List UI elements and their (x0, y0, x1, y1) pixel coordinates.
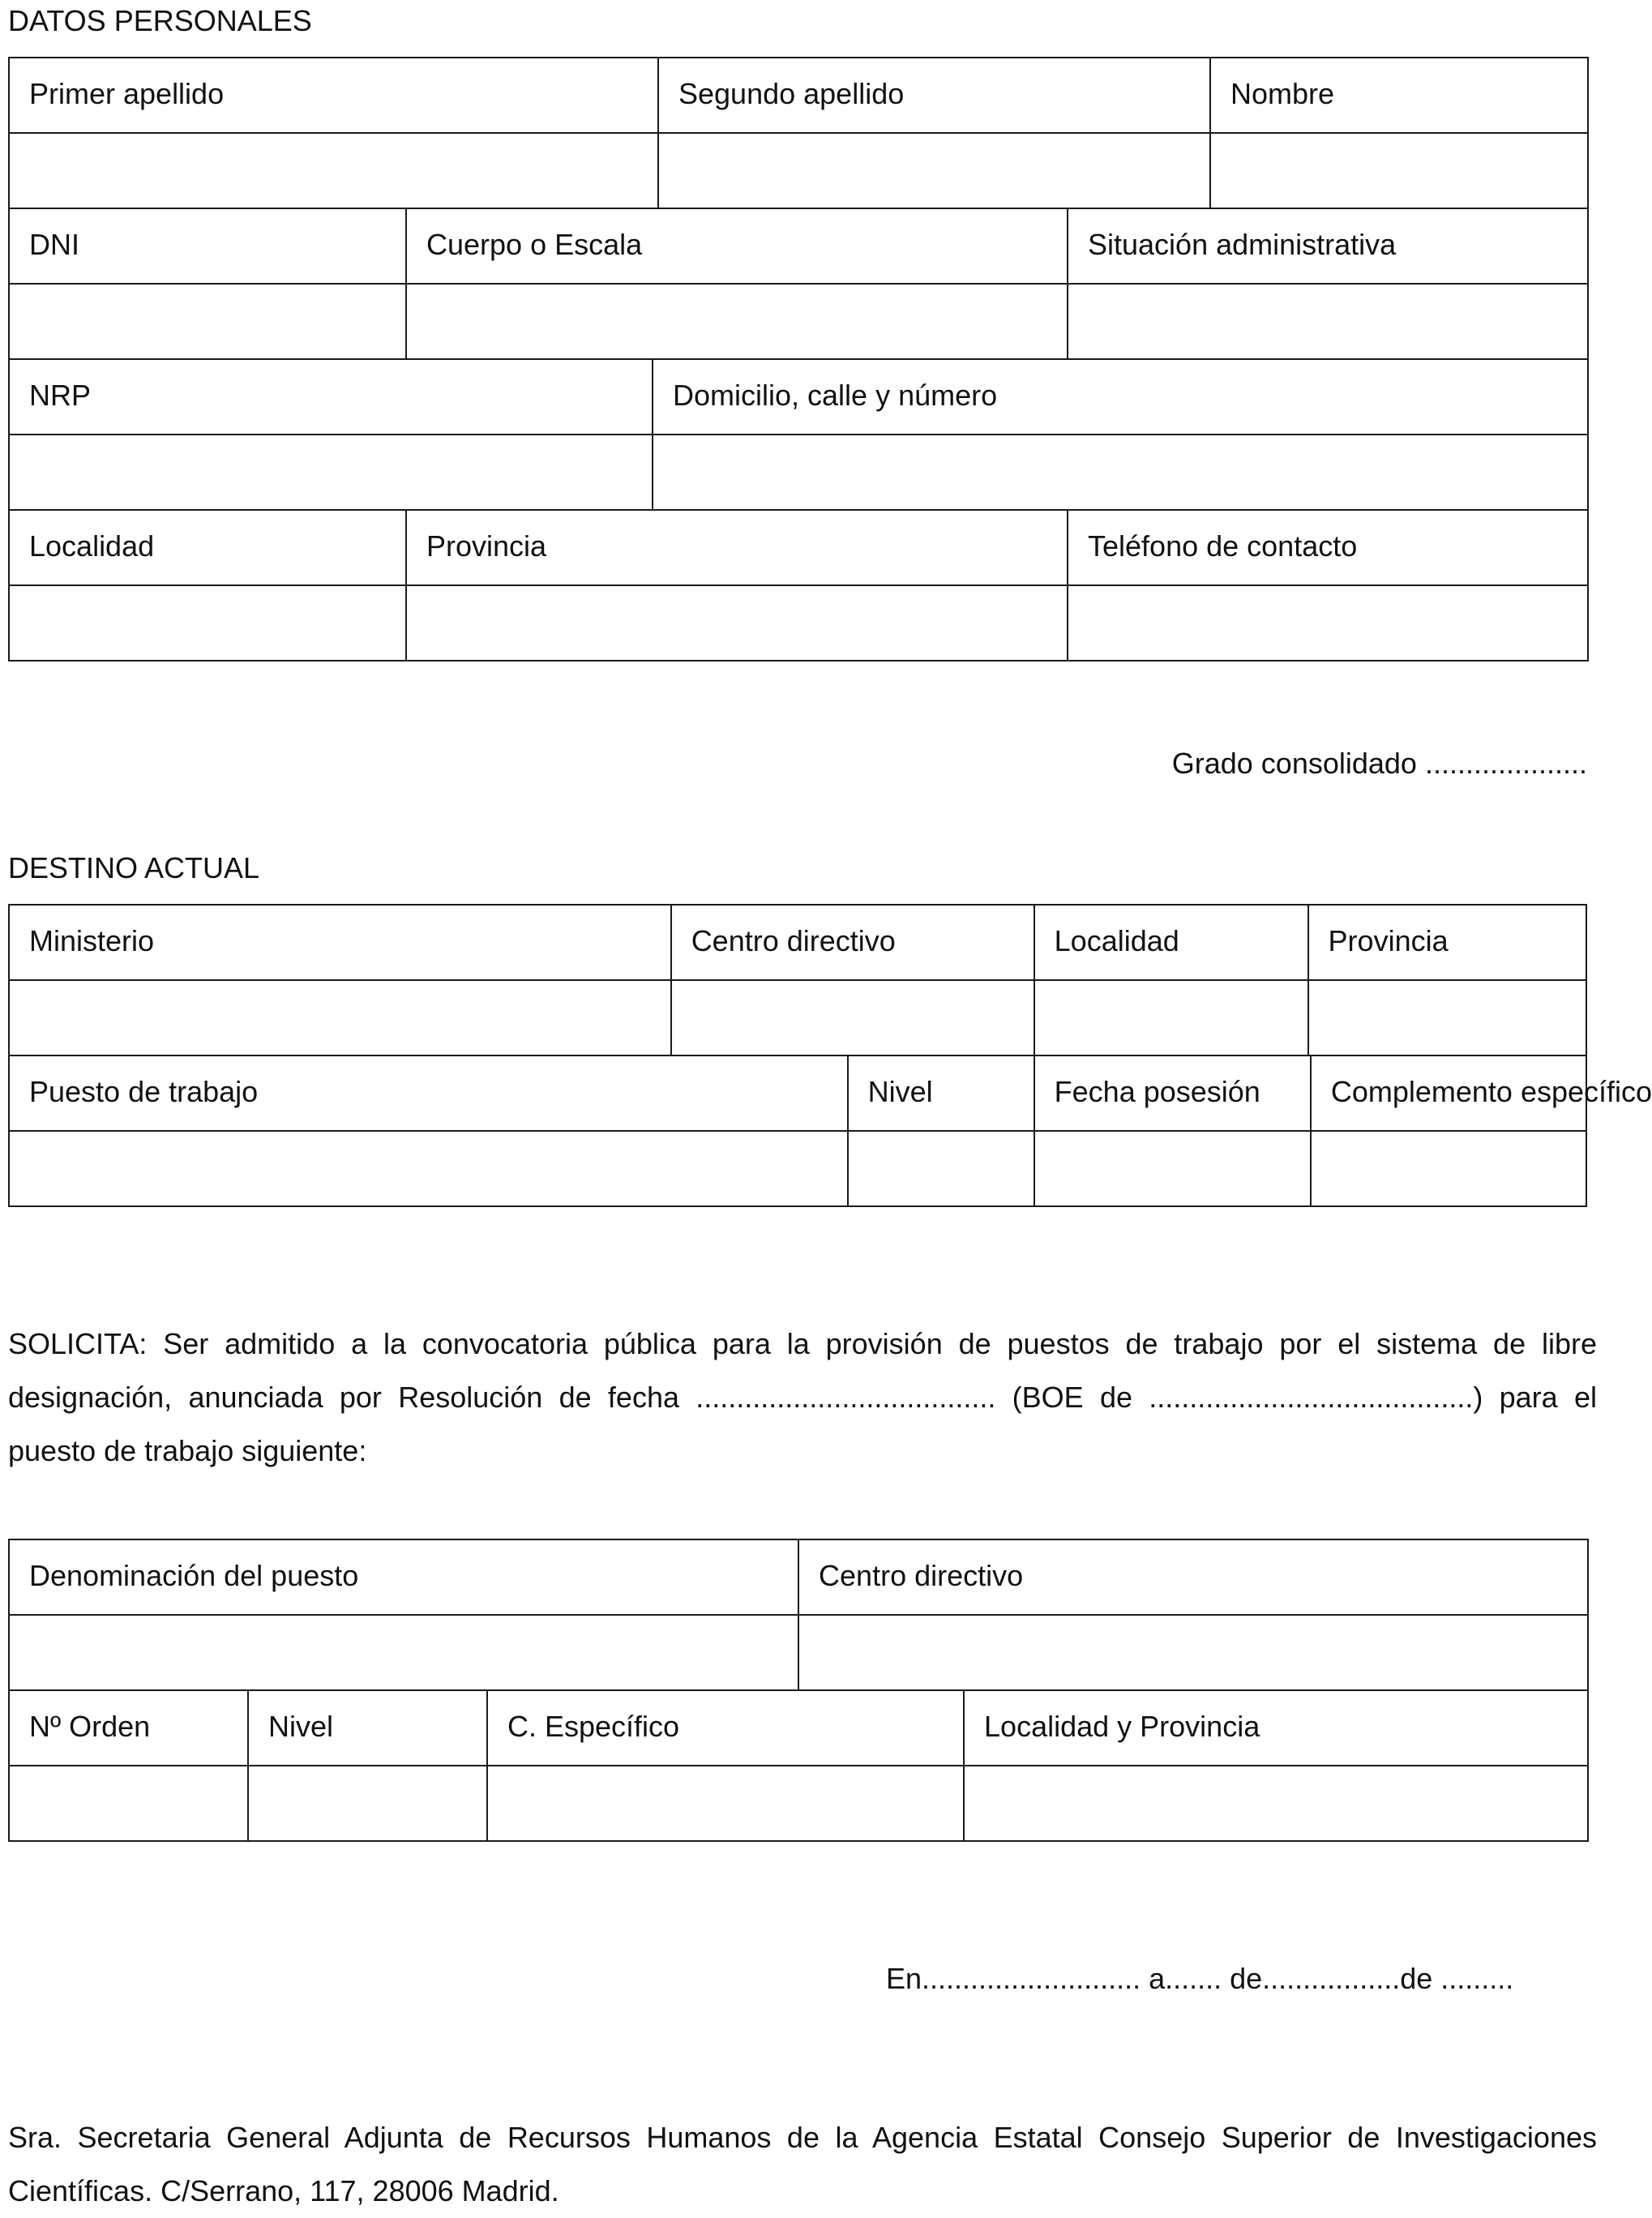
current-post-table (8, 904, 1652, 1207)
field-localidad-provincia[interactable] (964, 1766, 1588, 1841)
field-localidad[interactable] (9, 585, 406, 661)
section-title-datos-personales: DATOS PERSONALES (8, 4, 312, 37)
label-nombre: Nombre (1210, 58, 1588, 133)
label-nivel-solicitado: Nivel (248, 1690, 487, 1766)
solicita-paragraph: SOLICITA: Ser admitido a la convocatoria pública para la provisión de puestos de trabajo por el sistema de libre designación, anunciada por Resolución de fecha ..................................... (BOE de ........................................) para el puesto de trabajo siguiente: (8, 1327, 1597, 1467)
field-provincia-destino[interactable] (1308, 980, 1586, 1055)
label-provincia-destino: Provincia (1308, 905, 1586, 980)
field-n-orden[interactable] (9, 1766, 248, 1841)
field-nivel-destino[interactable] (848, 1131, 1034, 1206)
field-denominacion-puesto[interactable] (9, 1615, 798, 1690)
label-localidad: Localidad (9, 510, 406, 585)
field-centro-directivo[interactable] (671, 980, 1034, 1055)
field-complemento-especifico[interactable] (1311, 1131, 1586, 1206)
label-ministerio: Ministerio (9, 905, 671, 980)
label-situacion-administrativa: Situación administrativa (1068, 208, 1588, 284)
label-cuerpo-escala: Cuerpo o Escala (406, 208, 1068, 284)
label-nivel-destino: Nivel (848, 1055, 1034, 1131)
label-centro-directivo: Centro directivo (671, 905, 1034, 980)
label-provincia: Provincia (406, 510, 1068, 585)
label-dni: DNI (9, 208, 406, 284)
label-localidad-provincia: Localidad y Provincia (964, 1690, 1588, 1766)
field-centro-directivo-solicitado[interactable] (798, 1615, 1588, 1690)
label-localidad-destino: Localidad (1034, 905, 1308, 980)
label-primer-apellido: Primer apellido (9, 58, 658, 133)
field-fecha-posesion[interactable] (1034, 1131, 1311, 1206)
field-puesto-trabajo[interactable] (9, 1131, 848, 1206)
field-segundo-apellido[interactable] (658, 133, 1210, 208)
label-fecha-posesion: Fecha posesión (1034, 1055, 1311, 1131)
field-nrp[interactable] (9, 435, 653, 510)
label-n-orden: Nº Orden (9, 1690, 248, 1766)
label-telefono: Teléfono de contacto (1068, 510, 1588, 585)
field-domicilio[interactable] (653, 435, 1588, 510)
field-dni[interactable] (9, 284, 406, 359)
requested-post-table (8, 1539, 1589, 1842)
label-nrp: NRP (9, 359, 653, 435)
date-place-line: En........................... a....... de.................de ......... (886, 1962, 1514, 1995)
field-nivel-solicitado[interactable] (248, 1766, 487, 1841)
label-denominacion-puesto: Denominación del puesto (9, 1539, 798, 1615)
grado-consolidado: Grado consolidado .................... (1171, 747, 1587, 780)
field-situacion-administrativa[interactable] (1068, 284, 1588, 359)
field-localidad-destino[interactable] (1034, 980, 1308, 1055)
label-c-especifico: C. Específico (487, 1690, 964, 1766)
field-nombre[interactable] (1210, 133, 1588, 208)
label-puesto-trabajo: Puesto de trabajo (9, 1055, 848, 1131)
field-provincia[interactable] (406, 585, 1068, 661)
label-centro-directivo-solicitado: Centro directivo (798, 1539, 1588, 1615)
label-segundo-apellido: Segundo apellido (658, 58, 1210, 133)
label-complemento-especifico: Complemento específico (1311, 1055, 1586, 1131)
label-domicilio: Domicilio, calle y número (653, 359, 1588, 435)
field-primer-apellido[interactable] (9, 133, 658, 208)
section-title-destino-actual: DESTINO ACTUAL (8, 851, 260, 884)
addressee: Sra. Secretaria General Adjunta de Recursos Humanos de la Agencia Estatal Consejo Superior de Investigaciones Científicas. C/Serrano, 117, 28006 Madrid. (8, 2121, 1597, 2207)
field-cuerpo-escala[interactable] (406, 284, 1068, 359)
field-c-especifico[interactable] (487, 1766, 964, 1841)
field-telefono[interactable] (1068, 585, 1588, 661)
field-ministerio[interactable] (9, 980, 671, 1055)
personal-data-table (8, 57, 1589, 662)
